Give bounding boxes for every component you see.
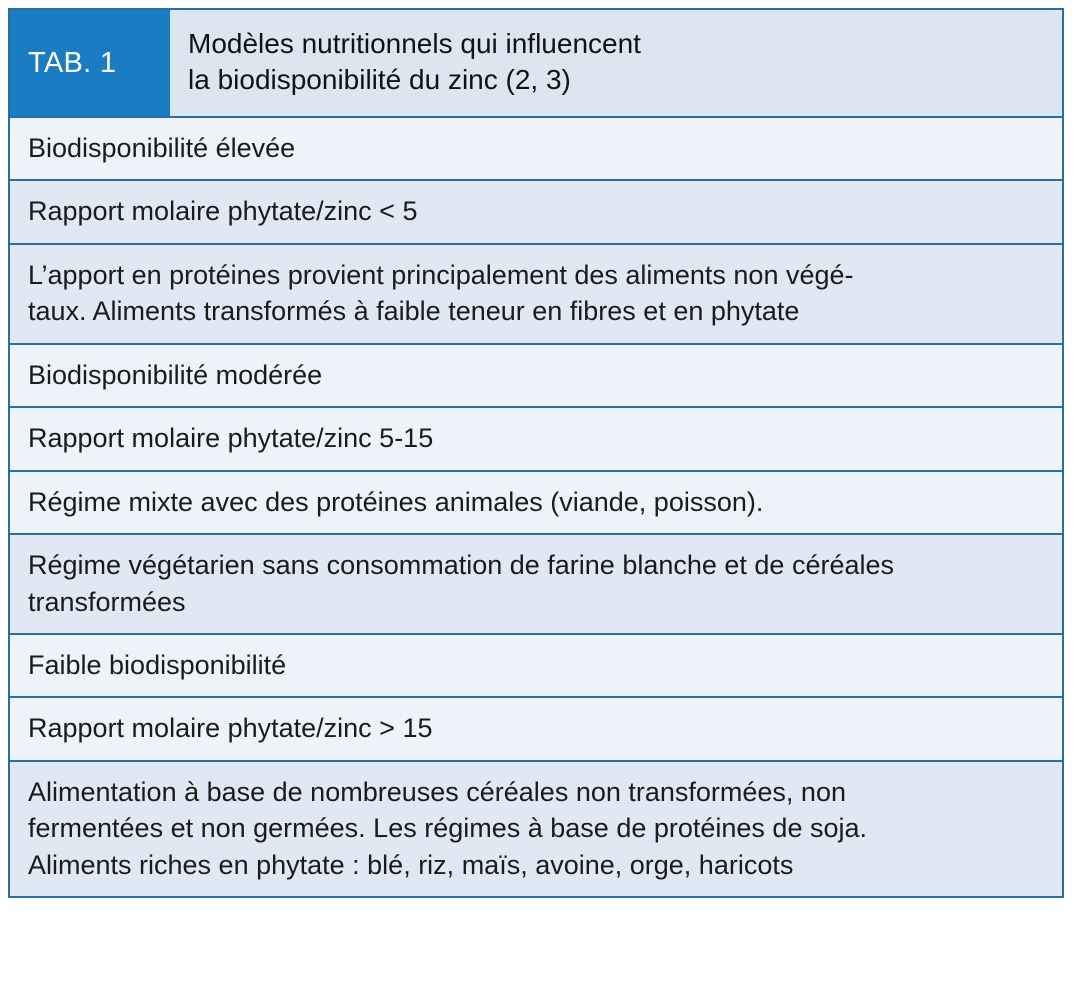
row-text: Régime mixte avec des protéines animales (viande, poisson). xyxy=(28,486,764,517)
table-title xyxy=(170,10,1062,116)
row-text: Rapport molaire phytate/zinc > 15 xyxy=(28,713,433,744)
table-row xyxy=(10,408,1062,471)
row-text: Biodisponibilité élevée xyxy=(28,133,296,163)
row-text-line-1: Régime végétarien sans consommation de farine blanche et de céréales xyxy=(28,550,895,581)
row-text: Rapport molaire phytate/zinc 5-15 xyxy=(28,423,434,454)
table-title-line-1: Modèles nutritionnels qui influencent xyxy=(188,27,641,59)
table-number-badge xyxy=(10,10,170,116)
table-number-label: TAB. 1 xyxy=(28,46,117,79)
row-text: Rapport molaire phytate/zinc < 5 xyxy=(28,196,418,227)
row-text-line-2: taux. Aliments transformés à faible teneur en fibres et en phytate xyxy=(28,296,800,327)
table-row xyxy=(10,762,1062,896)
row-text: Biodisponibilité modérée xyxy=(28,359,323,390)
table-row xyxy=(10,472,1062,535)
row-text-line-3: Aliments riches en phytate : blé, riz, maïs, avoine, orge, haricots xyxy=(28,849,794,880)
table-row xyxy=(10,635,1062,698)
table-row xyxy=(10,698,1062,761)
table-header xyxy=(10,10,1062,118)
table-row xyxy=(10,345,1062,408)
row-text-line-2: fermentées et non germées. Les régimes à base de protéines de soja. xyxy=(28,813,867,844)
table-title-lines xyxy=(188,26,641,99)
row-text: Faible biodisponibilité xyxy=(28,649,287,680)
table-title-line-2: la biodisponibilité du zinc (2, 3) xyxy=(188,64,571,95)
table-row xyxy=(10,535,1062,635)
row-text-line-1: Alimentation à base de nombreuses céréales non transformées, non xyxy=(28,776,846,807)
row-text-line-2: transformées xyxy=(28,586,186,617)
table-row xyxy=(10,181,1062,244)
row-text-line-1: L’apport en protéines provient principalement des aliments non végé- xyxy=(28,259,854,290)
table-row xyxy=(10,245,1062,345)
nutrition-table xyxy=(8,8,1064,898)
table-row xyxy=(10,118,1062,181)
